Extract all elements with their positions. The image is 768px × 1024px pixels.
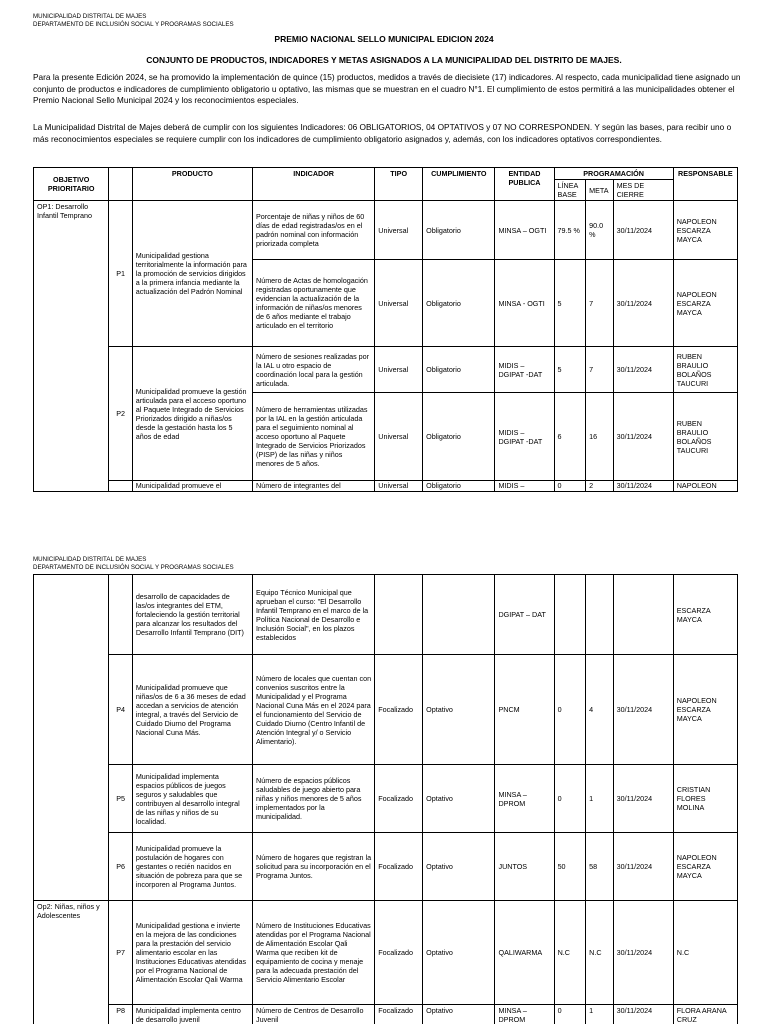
entidad-cell: MIDIS – [495, 481, 554, 492]
cumplimiento-cell: Optativo [423, 765, 495, 833]
linea-base-cell: 5 [554, 347, 586, 393]
tipo-cell: Focalizado [375, 833, 423, 901]
cierre-cell [613, 575, 673, 655]
document-title: PREMIO NACIONAL SELLO MUNICIPAL EDICION 2024 [274, 34, 494, 44]
cierre-cell: 30/11/2024 [613, 765, 673, 833]
responsable-cell: CRISTIAN FLORES MOLINA [673, 765, 737, 833]
linea-base-cell [554, 575, 586, 655]
table-row [34, 481, 738, 492]
cumplimiento-cell: Optativo [423, 833, 495, 901]
cierre-cell: 30/11/2024 [613, 347, 673, 393]
indicator-text: Número de sesiones realizadas por la IAL u otro espacio de coordinación local para la gestión articulada. [253, 347, 375, 393]
table-row [34, 765, 738, 833]
linea-base-cell: 0 [554, 765, 586, 833]
cierre-cell: 30/11/2024 [613, 655, 673, 765]
cumplimiento-cell: Optativo [423, 901, 495, 1005]
table-header-row [34, 168, 738, 180]
entidad-cell: MINSA – DPROM [495, 1005, 554, 1024]
product-code: P6 [109, 833, 132, 901]
cumplimiento-cell: Obligatorio [423, 347, 495, 393]
linea-base-cell: 0 [554, 655, 586, 765]
product-code: P4 [109, 655, 132, 765]
meta-cell: 4 [586, 655, 614, 765]
product-description: Municipalidad promueve que niñas/os de 6 a 36 meses de edad accedan a servicios de atención integral, a través del Servicio de Cuidado Diurno del Programa Nacional Cuna Más. [132, 655, 252, 765]
product-description: Municipalidad promueve el [132, 481, 252, 492]
entidad-cell: MIDIS – DGIPAT -DAT [495, 347, 554, 393]
meta-cell: 1 [586, 765, 614, 833]
product-code: P7 [109, 901, 132, 1005]
indicator-text: Número de integrantes del [253, 481, 375, 492]
tipo-cell: Focalizado [375, 655, 423, 765]
table-row [34, 1005, 738, 1024]
cumplimiento-cell: Obligatorio [423, 481, 495, 492]
indicator-text: Número de Actas de homologación registradas oportunamente que evidencian la actualización de la información de niñas/os menores de 6 años mediante el trabajo articulado en el territorio [253, 260, 375, 347]
document-page-2 [0, 548, 768, 1024]
cierre-cell: 30/11/2024 [613, 901, 673, 1005]
col-mes-cierre: MES DE CIERRE [613, 180, 673, 201]
col-tipo: TIPO [375, 168, 423, 201]
linea-base-cell: 0 [554, 481, 586, 492]
table-row [34, 201, 738, 260]
responsable-cell: RUBEN BRAULIO BOLAÑOS TAUCURI [673, 347, 737, 393]
table-row [34, 833, 738, 901]
entidad-cell: MINSA – DPROM [495, 765, 554, 833]
tipo-cell: Focalizado [375, 765, 423, 833]
responsable-cell: FLORA ARANA CRUZ [673, 1005, 737, 1024]
entidad-cell: MINSA - OGTI [495, 260, 554, 347]
cumplimiento-cell: Obligatorio [423, 201, 495, 260]
header-line-2: DEPARTAMENTO DE INCLUSIÓN SOCIAL Y PROGRAMAS SOCIALES [33, 564, 234, 571]
col-meta: META [586, 180, 614, 201]
product-description: Municipalidad promueve la gestión articulada para el acceso oportuno al Paquete Integrado de Servicios Priorizados dirigido a niñas/os desde la gestación hasta los 5 años de edad [132, 347, 252, 481]
indicator-text: Equipo Técnico Municipal que aprueban el curso: "El Desarrollo Infantil Temprano en el marco de la Política Nacional de Desarrollo e Inclusión Social", en los plazos establecidos [253, 575, 375, 655]
header-line-2: DEPARTAMENTO DE INCLUSIÓN SOCIAL Y PROGRAMAS SOCIALES [33, 21, 234, 28]
objetivo-op2: Op2: Niñas, niños y Adolescentes [34, 901, 109, 1024]
col-producto: PRODUCTO [132, 168, 252, 201]
tipo-cell: Universal [375, 201, 423, 260]
meta-cell: 16 [586, 393, 614, 481]
entidad-cell: MINSA – OGTI [495, 201, 554, 260]
indicator-text: Número de Instituciones Educativas atendidas por el Programa Nacional de Alimentación Escolar Qali Warma que reciben kit de equipamiento de cocina y menaje para la adecuada prestación del Servicio Alimentario Escolar [253, 901, 375, 1005]
table-row [34, 347, 738, 393]
col-indicador: INDICADOR [253, 168, 375, 201]
cumplimiento-cell [423, 575, 495, 655]
cierre-cell: 30/11/2024 [613, 833, 673, 901]
indicator-text: Número de Centros de Desarrollo Juvenil [253, 1005, 375, 1024]
linea-base-cell: 79.5 % [554, 201, 586, 260]
table-row [34, 575, 738, 655]
meta-cell: N.C [586, 901, 614, 1005]
product-code: P5 [109, 765, 132, 833]
cumplimiento-cell: Optativo [423, 1005, 495, 1024]
col-entidad: ENTIDAD PUBLICA [495, 168, 554, 201]
indicators-table-page-2 [33, 574, 738, 1024]
document-page-1 [0, 0, 768, 500]
product-code [109, 481, 132, 492]
product-code: P2 [109, 347, 132, 481]
header-line-1: MUNICIPALIDAD DISTRITAL DE MAJES [33, 13, 147, 20]
cumplimiento-cell: Obligatorio [423, 260, 495, 347]
indicator-text: Número de hogares que registran la solicitud para su incorporación en el Programa Juntos. [253, 833, 375, 901]
meta-cell [586, 575, 614, 655]
objetivo-cell [34, 575, 109, 901]
cierre-cell: 30/11/2024 [613, 1005, 673, 1024]
product-code [109, 575, 132, 655]
col-objetivo: OBJETIVO PRIORITARIO [34, 168, 109, 201]
indicator-text: Número de espacios públicos saludables de juego abierto para niñas y niños menores de 5 años implementados por la municipalidad. [253, 765, 375, 833]
tipo-cell [375, 575, 423, 655]
meta-cell: 7 [586, 347, 614, 393]
linea-base-cell: N.C [554, 901, 586, 1005]
responsable-cell: NAPOLEON ESCARZA MAYCA [673, 260, 737, 347]
product-description: Municipalidad gestiona e invierte en la mejora de las condiciones para la prestación del servicio alimentario escolar en las Instituciones Educativas atendidas por el Programa Nacional de Alimentación Escolar Qali Warma [132, 901, 252, 1005]
document-subtitle: CONJUNTO DE PRODUCTOS, INDICADORES Y METAS ASIGNADOS A LA MUNICIPALIDAD DEL DISTRITO DE MAJES. [146, 55, 622, 65]
responsable-cell: N.C [673, 901, 737, 1005]
indicator-text: Número de locales que cuentan con convenios suscritos entre la Municipalidad y el Programa Nacional Cuna Más en el 2024 para el funcionamiento del Servicio de Cuidado Diurno (Centro Infantil de Atención Integral y/ o Servicio Alimentario). [253, 655, 375, 765]
meta-cell: 90.0 % [586, 201, 614, 260]
tipo-cell: Universal [375, 260, 423, 347]
tipo-cell: Universal [375, 393, 423, 481]
linea-base-cell: 6 [554, 393, 586, 481]
entidad-cell: PNCM [495, 655, 554, 765]
col-code [109, 168, 132, 201]
product-description: Municipalidad promueve la postulación de hogares con gestantes o recién nacidos en situación de pobreza para que se incorporen al Programa Juntos. [132, 833, 252, 901]
intro-paragraph: Para la presente Edición 2024, se ha promovido la implementación de quince (15) productos, medidos a través de diecisiete (17) indicadores. Al respecto, cada municipalidad tiene asignado un conjunto de productos e indicadores de cumplimiento obligatorio u optativo, las mismas que se muestran en el cuadro N°1. El cumplimiento de estos permitirá a las municipalidades obtener el Premio Nacional Sello Municipal 2024 y los reconocimientos especiales. [33, 72, 741, 105]
cierre-cell: 30/11/2024 [613, 481, 673, 492]
product-description: desarrollo de capacidades de las/os integrantes del ETM, fortaleciendo la gestión territorial para alcanzar los resultados del Desarrollo Infantil Temprano (DIT) [132, 575, 252, 655]
indicators-table-page-1 [33, 167, 738, 492]
responsable-cell: RUBEN BRAULIO BOLAÑOS TAUCURI [673, 393, 737, 481]
tipo-cell: Universal [375, 481, 423, 492]
cierre-cell: 30/11/2024 [613, 393, 673, 481]
indicator-text: Porcentaje de niñas y niños de 60 días de edad registradas/os en el padrón nominal con información priorizada completa [253, 201, 375, 260]
linea-base-cell: 50 [554, 833, 586, 901]
col-cumplimiento: CUMPLIMIENTO [423, 168, 495, 201]
col-responsable: RESPONSABLE [673, 168, 737, 201]
responsable-cell: ESCARZA MAYCA [673, 575, 737, 655]
cierre-cell: 30/11/2024 [613, 201, 673, 260]
product-code: P1 [109, 201, 132, 347]
cumplimiento-cell: Optativo [423, 655, 495, 765]
entidad-cell: JUNTOS [495, 833, 554, 901]
col-programacion: PROGRAMACIÓN [554, 168, 673, 180]
meta-cell: 7 [586, 260, 614, 347]
cierre-cell: 30/11/2024 [613, 260, 673, 347]
linea-base-cell: 5 [554, 260, 586, 347]
cumplimiento-cell: Obligatorio [423, 393, 495, 481]
indicator-text: Número de herramientas utilizadas por la IAL en la gestión articulada para el seguimiento nominal al acceso oportuno al Paquete Integrado de Servicios Priorizados (PISP) de las niñas y niños menores de 5 años. [253, 393, 375, 481]
objetivo-op1: OP1: Desarrollo Infantil Temprano [34, 201, 109, 492]
requirements-paragraph: La Municipalidad Distrital de Majes deberá de cumplir con los siguientes Indicadores: 06 OBLIGATORIOS, 04 OPTATIVOS y 07 NO CORRESPONDEN. Y según las bases, para recibir uno o más reconocimientos especiales se requiere cumplir con los indicadores de cumplimiento obligatorio asignados y, además, con los indicadores optativos correspondientes. [33, 122, 732, 144]
product-description: Municipalidad implementa espacios públicos de juegos seguros y saludables que contribuyen al desarrollo integral de las niñas y niños de su localidad. [132, 765, 252, 833]
tipo-cell: Focalizado [375, 1005, 423, 1024]
meta-cell: 58 [586, 833, 614, 901]
product-description: Municipalidad implementa centro de desarrollo juvenil [132, 1005, 252, 1024]
entidad-cell: MIDIS – DGIPAT -DAT [495, 393, 554, 481]
product-description: Municipalidad gestiona territorialmente la información para la promoción de servicios dirigidos a la primera infancia mediante la actualización del Padrón Nominal [132, 201, 252, 347]
meta-cell: 2 [586, 481, 614, 492]
table-row [34, 655, 738, 765]
responsable-cell: NAPOLEON ESCARZA MAYCA [673, 833, 737, 901]
entidad-cell: QALIWARMA [495, 901, 554, 1005]
responsable-cell: NAPOLEON ESCARZA MAYCA [673, 201, 737, 260]
responsable-cell: NAPOLEON ESCARZA MAYCA [673, 655, 737, 765]
col-linea-base: LÍNEA BASE [554, 180, 586, 201]
tipo-cell: Universal [375, 347, 423, 393]
responsable-cell: NAPOLEON [673, 481, 737, 492]
meta-cell: 1 [586, 1005, 614, 1024]
tipo-cell: Focalizado [375, 901, 423, 1005]
linea-base-cell: 0 [554, 1005, 586, 1024]
header-line-1: MUNICIPALIDAD DISTRITAL DE MAJES [33, 556, 147, 563]
entidad-cell: DGIPAT – DAT [495, 575, 554, 655]
table-row [34, 901, 738, 1005]
product-code: P8 [109, 1005, 132, 1024]
